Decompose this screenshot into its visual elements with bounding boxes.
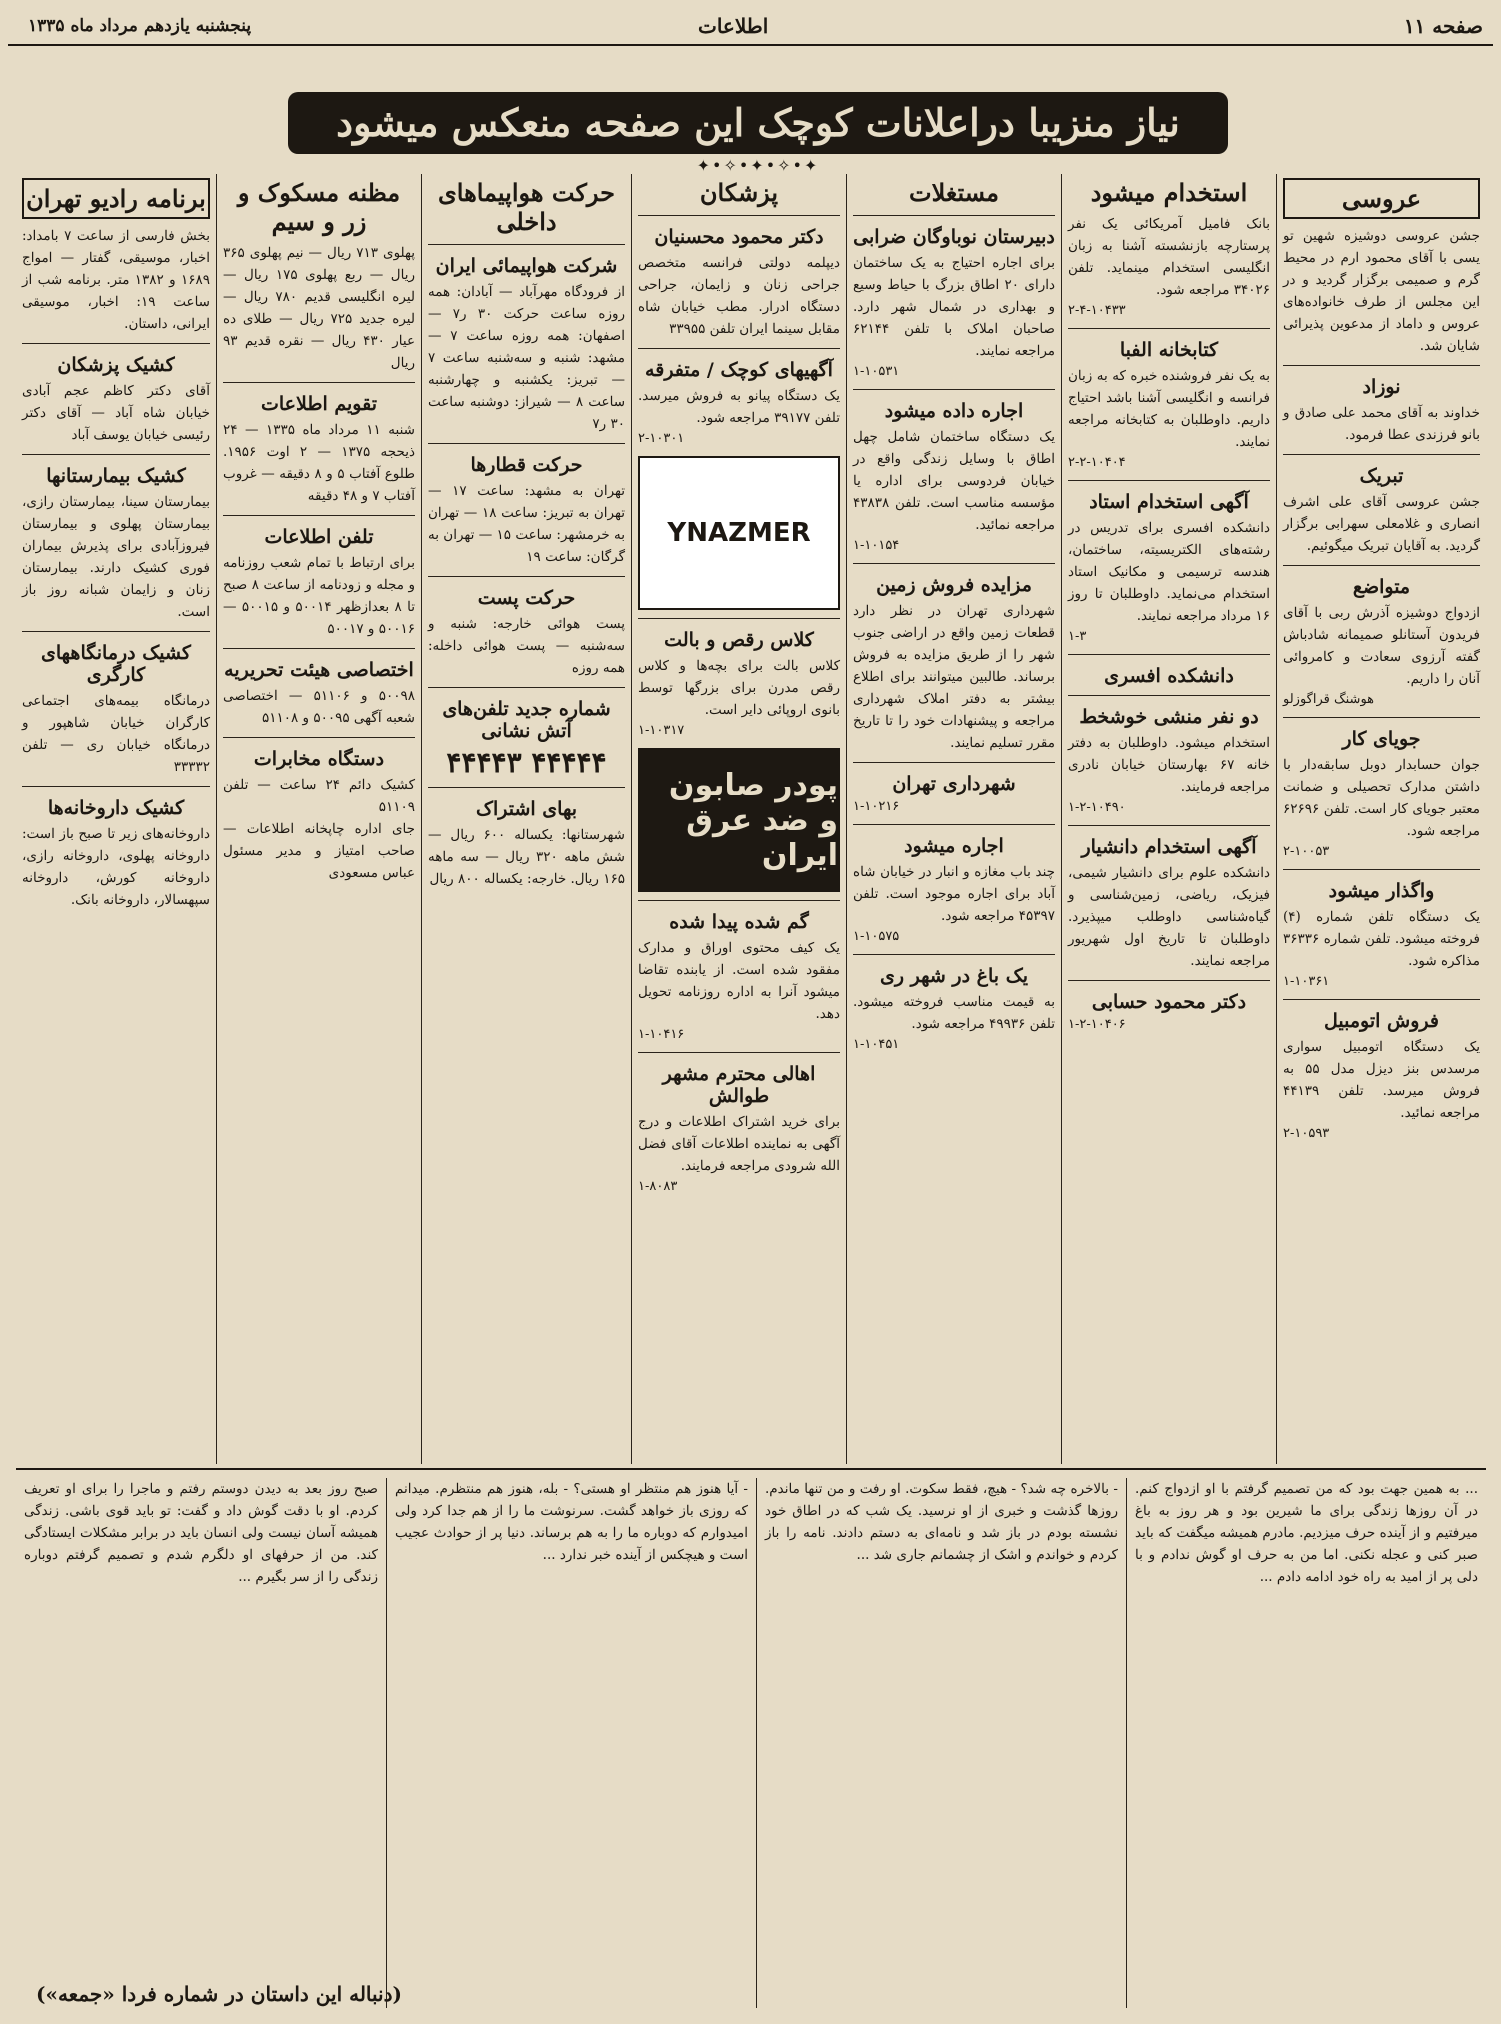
- ad-text: برای خرید اشتراک اطلاعات و درج آگهی به نماینده اطلاعات آقای فضل الله شرودی مراجعه فرمایند.: [638, 1114, 840, 1174]
- ad-heading: بهای اشتراک: [475, 798, 578, 820]
- ad-code: ۱-۳: [1068, 629, 1087, 644]
- divider: [853, 762, 1055, 763]
- divider: [428, 687, 625, 688]
- divider: [638, 1052, 840, 1053]
- camera-advert: YNAZMER: [638, 456, 840, 610]
- ad-heading: فروش اتومبیل: [1324, 1010, 1439, 1032]
- divider: [638, 215, 840, 216]
- ad-text: شهرداری تهران در نظر دارد قطعات زمین واقع در اراضی جنوب شهر را از طریق مزایده به فروش برساند. طالبین میتوانند برای اطلاع بیشتر به دفتر املاک شهرداری مراجعه و پیشنهادات خود را تا تاریخ مقرر تسلیم نمایند.: [853, 603, 1055, 751]
- page-number: صفحه ۱۱: [1403, 14, 1483, 38]
- ad-text: بخش فارسی از ساعت ۷ بامداد: اخبار، موسیقی، گفتار — امواج ۱۶۸۹ و ۱۳۸۲ متر. برنامه شب از ساعت ۱۹: اخبار، موسیقی ایرانی، داستان.: [22, 228, 211, 332]
- story-column-2: - بالاخره چه شد؟ - هیچ، فقط سکوت. او رفت و من تنها ماندم. روزها گذشت و خبری از او نرسید. یک شب که در اطاق خود نشسته بودم در باز شد و نامه‌ای به دستم دادند. نامه را باز کردم و خواندم و اشک از چشمانم جاری شد ...: [756, 1478, 1126, 2008]
- ad-text: یک دستگاه پیانو به فروش میرسد. تلفن ۳۹۱۷۷ مراجعه شود.: [638, 388, 840, 426]
- ad-heading: شهرداری تهران: [892, 773, 1016, 795]
- ad-text: درمانگاه بیمه‌های اجتماعی کارگران خیابان شاهپور و درمانگاه خیابان ری — تلفن ۳۳۳۳۲: [22, 693, 210, 775]
- ad-text: شهرستانها: یکساله ۶۰۰ ریال — شش ماهه ۳۲۰ ریال — سه ماهه ۱۶۵ ریال. خارجه: یکساله ۸۰۰ ریال: [428, 827, 625, 887]
- ad-code: ۱-۱۰۱۵۴: [853, 538, 900, 553]
- ad-text: جوان حسابدار دوبل سابقه‌دار با داشتن مدارک تحصیلی و ضمانت معتبر جویای کار است. تلفن ۶۲۶۹۶ مراجعه شود.: [1283, 757, 1480, 839]
- ad-heading: مزایده فروش زمین: [876, 574, 1032, 596]
- ad-heading: کشیک بیمارستانها: [46, 465, 186, 487]
- ad-text: از فرودگاه مهرآباد — آبادان: همه روزه ساعت حرکت ۳۰ ر۷ — اصفهان: همه روزه ساعت ۷ — مشهد: شنبه و سه‌شنبه ساعت ۷ — تبریز: یکشنبه و چهارشنبه ساعت ۸ — شیراز: دوشنبه ساعت ۳۰ ر۷: [428, 284, 626, 432]
- column-heading: برنامه رادیو تهران: [22, 178, 210, 219]
- ad-heading: واگذار میشود: [1328, 880, 1435, 902]
- column-7: [16, 174, 216, 1464]
- divider: [638, 348, 840, 349]
- newspaper-page: [8, 6, 1493, 2018]
- ad-heading: اختصاصی هیئت تحریریه: [224, 659, 414, 681]
- ad-heading: شرکت هواپیمائی ایران: [435, 255, 618, 277]
- fire-department-phone: ۴۴۴۴۴ ۴۴۴۴۳: [446, 746, 607, 779]
- divider: [1068, 328, 1270, 329]
- ad-heading: نوزاد: [1362, 376, 1401, 398]
- column-heading: استخدام میشود: [1090, 178, 1248, 207]
- ad-text: چند باب مغازه و انبار در خیابان شاه آباد برای اجاره موجود است. تلفن ۴۵۳۹۷ مراجعه شود.: [853, 864, 1055, 924]
- ad-text: خداوند به آقای محمد علی صادق و بانو فرزندی عطا فرمود.: [1283, 405, 1480, 443]
- ad-code: ۲-۱۰۳۰۱: [638, 431, 685, 446]
- ad-code: ۱-۱۰۴۱۶: [638, 1027, 685, 1042]
- divider: [428, 576, 625, 577]
- story-column-4: صبح روز بعد به دیدن دوستم رفتم و ماجرا را برای او تعریف کردم. او با دقت گوش داد و گفت: تو باید قوی باشی. زندگی همیشه آسان نیست ولی انسان باید در برابر مشکلات ایستادگی کند. من از حرفهای او دلگرم شدم و تصمیم گرفتم دوباره زندگی را از سر بگیرم ...: [24, 1481, 378, 1585]
- column-5: [421, 174, 631, 1464]
- ad-text: دیپلمه دولتی فرانسه متخصص جراحی زنان و زایمان، جراحی دستگاه ادرار. مطب خیابان شاه مقابل سینما ایران تلفن ۳۳۹۵۵: [638, 255, 840, 337]
- column-heading: پزشکان: [699, 178, 779, 207]
- column-6: [216, 174, 421, 1464]
- ad-code: ۱-۱۰۵۷۵: [853, 929, 900, 944]
- ad-heading: دکتر محمود حسابی: [1091, 991, 1247, 1013]
- divider: [223, 515, 415, 516]
- story-column-3: - آیا هنوز هم منتظر او هستی؟ - بله، هنوز هم منتظرم. میدانم که روزی باز خواهد گشت. سرنوشت ما را از هم جدا کرد ولی امیدوارم که دوباره ما را به هم برساند. دنیا پر از حوادث عجیب است و هیچکس از آینده خبر ندارد ...: [386, 1478, 756, 2008]
- column-1: [1276, 174, 1486, 1464]
- ad-heading: حرکت قطارها: [470, 454, 583, 476]
- ornament-divider: ✦•✧•✦•✧•✦: [696, 156, 820, 175]
- divider: [428, 787, 625, 788]
- ad-text: دانشکده علوم برای دانشیار شیمی، فیزیک، ریاضی، زمین‌شناسی و گیاه‌شناسی داوطلب میپذیرد. داوطلبان تا تاریخ اول شهریور مراجعه نمایند.: [1068, 865, 1270, 969]
- ad-heading: گم شده پیدا شده: [669, 911, 809, 933]
- divider: [1068, 654, 1270, 655]
- ad-text: یک دستگاه اتومبیل سواری مرسدس بنز دیزل مدل ۵۵ به فروش میرسد. تلفن ۴۴۱۳۹ مراجعه نمائید.: [1283, 1039, 1480, 1121]
- ad-text: به قیمت مناسب فروخته میشود. تلفن ۴۹۹۳۶ مراجعه شود.: [853, 994, 1055, 1032]
- ad-heading: یک باغ در شهر ری: [879, 965, 1028, 987]
- ad-text: ۵۰۰۹۸ و ۵۱۱۰۶ — اختصاصی شعبه آگهی ۵۰۰۹۵ و ۵۱۱۰۸: [223, 688, 415, 726]
- ad-heading: جویای کار: [1342, 728, 1421, 750]
- ad-heading: شماره جدید تلفن‌های آتش نشانی: [442, 698, 611, 742]
- ad-text: کلاس بالت برای بچه‌ها و کلاس رقص مدرن برای بزرگها توسط بانوی اروپائی دایر است.: [638, 658, 840, 718]
- divider: [1283, 869, 1480, 870]
- ad-heading: کلاس رقص و بالت: [664, 629, 814, 651]
- ad-code: ۱-۱۰۲۱۶: [853, 799, 900, 814]
- ad-heading: تقویم اطلاعات: [260, 393, 377, 415]
- divider: [1068, 825, 1270, 826]
- ad-text: جشن عروسی دوشیزه شهین تو یسی با آقای محمود ارم در محیط گرم و صمیمی برگزار گردید و در این مجلس از طرف خانواده‌های عروس و داماد از مدعوین پذیرائی شایان شد.: [1283, 228, 1480, 354]
- ad-text: یک کیف محتوی اوراق و مدارک مفقود شده است. از یابنده تقاضا میشود آنرا به اداره روزنامه تحویل دهد.: [638, 940, 840, 1022]
- ad-heading: کشیک داروخانه‌ها: [47, 797, 185, 819]
- divider: [853, 563, 1055, 564]
- ad-text: برای اجاره احتیاج به یک ساختمان دارای ۲۰ اطاق بزرگ با حیاط وسیع و بهداری در شمال شهر دارد. صاحبان املاک با تلفن ۶۲۱۴۴ مراجعه نمایند.: [853, 255, 1055, 359]
- ad-heading: آگهی استخدام استاد: [1089, 491, 1249, 513]
- divider: [223, 737, 415, 738]
- column-4: [631, 174, 846, 1464]
- ad-text: بیمارستان سینا، بیمارستان رازی، بیمارستان پهلوی و بیمارستان فیروزآبادی برای پذیرش بیماران فوری کشیک دارند. بیمارستان زنان و زایمان شبانه روز باز است.: [22, 494, 210, 620]
- column-heading: حرکت هواپیماهای داخلی: [437, 178, 615, 236]
- ad-text: جای اداره چاپخانه اطلاعات — صاحب امتیاز و مدیر مسئول عباس مسعودی: [223, 821, 415, 881]
- ad-heading: حرکت پست: [477, 587, 576, 609]
- ad-text: استخدام میشود. داوطلبان به دفتر خانه ۶۷ بهارستان خیابان نادری مراجعه فرمایند.: [1068, 735, 1271, 795]
- ad-heading: دبیرستان نوباوگان ضرابی: [853, 226, 1055, 248]
- divider: [1283, 454, 1480, 455]
- ad-code: ۱-۱۰۴۵۱: [853, 1037, 900, 1052]
- divider: [638, 900, 840, 901]
- ad-text: کشیک دائم ۲۴ ساعت — تلفن ۵۱۱۰۹: [223, 777, 415, 815]
- ad-text: پست هوائی خارجه: شنبه و سه‌شنبه — پست هوائی داخله: همه روزه: [428, 616, 625, 676]
- divider: [428, 443, 625, 444]
- divider: [1068, 695, 1270, 696]
- ad-heading: تلفن اطلاعات: [264, 526, 374, 548]
- ad-text: بانک فامیل آمریکائی یک نفر پرستارچه بازنشسته آشنا به زبان انگلیسی استخدام مینماید. تلفن ۳۴۰۲۶ مراجعه شود.: [1068, 216, 1270, 298]
- divider: [428, 244, 625, 245]
- divider: [1283, 565, 1480, 566]
- ad-heading: دو نفر منشی خوشخط: [1079, 706, 1259, 728]
- column-heading: مظنه مسکوک و زر و سیم: [237, 178, 401, 236]
- serial-story: [16, 1468, 1486, 2016]
- ad-heading: کتابخانه الفبا: [1119, 339, 1219, 361]
- divider: [853, 824, 1055, 825]
- divider: [853, 215, 1055, 216]
- divider: [1283, 365, 1480, 366]
- divider: [1283, 717, 1480, 718]
- page-header: [8, 6, 1493, 46]
- ad-text: یک دستگاه ساختمان شامل چهل اطاق با وسایل زندگی واقع در خیابان فردوسی برای اداره یا مؤسسه مناسب است. تلفن ۴۳۸۳۸ مراجعه نمائید.: [853, 429, 1055, 533]
- ad-text: برای ارتباط با تمام شعب روزنامه و مجله و زودنامه از ساعت ۸ صبح تا ۸ بعدازظهر ۵۰۰۱۴ و ۵۰۰۱۵ — ۵۰۰۱۶ و ۵۰۰۱۷: [223, 555, 416, 637]
- divider: [223, 382, 415, 383]
- column-3: [846, 174, 1061, 1464]
- ad-heading: اجاره داده میشود: [884, 400, 1024, 422]
- divider: [1068, 480, 1270, 481]
- ad-text: شنبه ۱۱ مرداد ماه ۱۳۳۵ — ۲۴ ذیحجه ۱۳۷۵ — ۲ اوت ۱۹۵۶. طلوع آفتاب ۵ و ۸ دقیقه — غروب آفتاب ۷ و ۴۸ دقیقه: [223, 422, 415, 504]
- divider: [638, 618, 840, 619]
- ad-heading: آگهیهای کوچک / متفرقه: [645, 359, 833, 381]
- story-column-1: ... به همین جهت بود که من تصمیم گرفتم با او ازدواج کنم. در آن روزها زندگی برای ما شیرین بود و هر روز به باغ میرفتیم و از آینده حرف میزدیم. مادرم همیشه میگفت که باید صبر کنی و عجله نکنی. اما من به حرف او گوش ندادم و با دلی پر از امید به راه خود ادامه دادم ...: [1126, 1478, 1486, 2008]
- divider: [22, 631, 210, 632]
- divider: [22, 343, 210, 344]
- ad-text: دانشکده افسری برای تدریس در رشته‌های الکتریسیته، ساختمان، هندسه ترسیمی و مکانیک استاد استخدام می‌نماید. داوطلبان تا روز ۱۶ مرداد مراجعه نمایند.: [1068, 520, 1270, 624]
- ad-heading: دستگاه مخابرات: [253, 748, 385, 770]
- ad-code: ۱-۱۰۳۶۱: [1283, 974, 1330, 989]
- divider: [223, 648, 415, 649]
- classified-columns: [16, 174, 1486, 1464]
- divider: [853, 389, 1055, 390]
- ad-code: ۱-۱۰۳۱۷: [638, 723, 685, 738]
- divider: [22, 454, 210, 455]
- column-heading: مستغلات: [909, 178, 999, 207]
- ad-text: تهران به مشهد: ساعت ۱۷ — تهران به تبریز: ساعت ۱۸ — تهران به خرمشهر: ساعت ۱۵ — تهران به گرگان: ساعت ۱۹: [428, 483, 625, 565]
- ad-text: جشن عروسی آقای علی اشرف انصاری و غلامعلی سهرابی برگزار گردید. به آقایان تبریک میگوئیم.: [1283, 494, 1480, 554]
- ad-text: به یک نفر فروشنده خبره که به زبان فرانسه و انگلیسی آشنا باشد احتیاج داریم. داوطلبان به کتابخانه مراجعه نمایند.: [1068, 368, 1270, 450]
- ad-heading: اهالی محترم مشهر طوالش: [662, 1063, 816, 1107]
- divider: [1068, 980, 1270, 981]
- ad-code: هوشنگ قراگوزلو: [1283, 692, 1375, 707]
- ad-code: ۲-۱۰۰۵۳: [1283, 844, 1330, 859]
- ad-code: ۱-۲-۱۰۴۰۶: [1068, 1017, 1126, 1032]
- ad-heading: متواضع: [1352, 576, 1411, 598]
- issue-date: پنجشنبه یازدهم مرداد ماه ۱۳۳۵: [28, 16, 252, 36]
- column-heading: عروسی: [1283, 178, 1480, 219]
- ad-code: ۱-۸۰۸۳: [638, 1179, 678, 1194]
- ad-code: ۲-۲-۱۰۴۰۴: [1068, 455, 1126, 470]
- ad-heading: کشیک درمانگاههای کارگری: [41, 642, 191, 686]
- continued-notice: (دنباله این داستان در شماره فردا «جمعه»): [36, 1982, 402, 2006]
- divider: [22, 786, 210, 787]
- ad-heading: دکتر محمود محسنیان: [654, 226, 824, 248]
- ad-heading: کشیک پزشکان: [57, 354, 175, 376]
- ad-heading: دانشکده افسری: [1104, 665, 1234, 687]
- paper-name: اطلاعات: [698, 14, 769, 38]
- ad-code: ۲-۱۰۵۹۳: [1283, 1126, 1330, 1141]
- soap-advert: پودر صابون و ضد عرق ایران: [638, 748, 840, 892]
- ad-text: یک دستگاه تلفن شماره (۴) فروخته میشود. تلفن شماره ۳۶۳۳۶ مذاکره شود.: [1283, 909, 1480, 969]
- ad-code: ۲-۴-۱۰۴۳۳: [1068, 303, 1126, 318]
- ad-heading: اجاره میشود: [904, 835, 1004, 857]
- divider: [853, 954, 1055, 955]
- column-2: [1061, 174, 1276, 1464]
- ad-text: داروخانه‌های زیر تا صبح باز است: داروخانه پهلوی، داروخانه رازی، داروخانه کورش، داروخانه سپهسالار، داروخانه بانک.: [22, 826, 210, 908]
- divider: [1283, 999, 1480, 1000]
- ad-text: ازدواج دوشیزه آذرش ربی با آقای فریدون آستانلو صمیمانه شادباش گفته آرزوی سعادت و کامروائی آنان را داریم.: [1283, 605, 1480, 687]
- classifieds-banner: نیاز منزیبا دراعلانات کوچک این صفحه منعکس میشود: [288, 92, 1228, 154]
- ad-text: پهلوی ۷۱۳ ریال — نیم پهلوی ۳۶۵ ریال — ربع پهلوی ۱۷۵ ریال — لیره انگلیسی قدیم ۷۸۰ ریال — لیره جدید ۷۲۵ ریال — طلای ده عیار ۴۳۰ ریال — نقره قدیم ۹۳ ریال: [223, 245, 416, 371]
- ad-heading: آگهی استخدام دانشیار: [1081, 836, 1257, 858]
- ad-code: ۱-۲-۱۰۴۹۰: [1068, 800, 1126, 815]
- ad-code: ۱-۱۰۵۳۱: [853, 364, 900, 379]
- ad-heading: تبریک: [1359, 465, 1404, 487]
- ad-text: آقای دکتر کاظم عجم آبادی خیابان شاه آباد — آقای دکتر رئیسی خیابان یوسف آباد: [22, 383, 210, 443]
